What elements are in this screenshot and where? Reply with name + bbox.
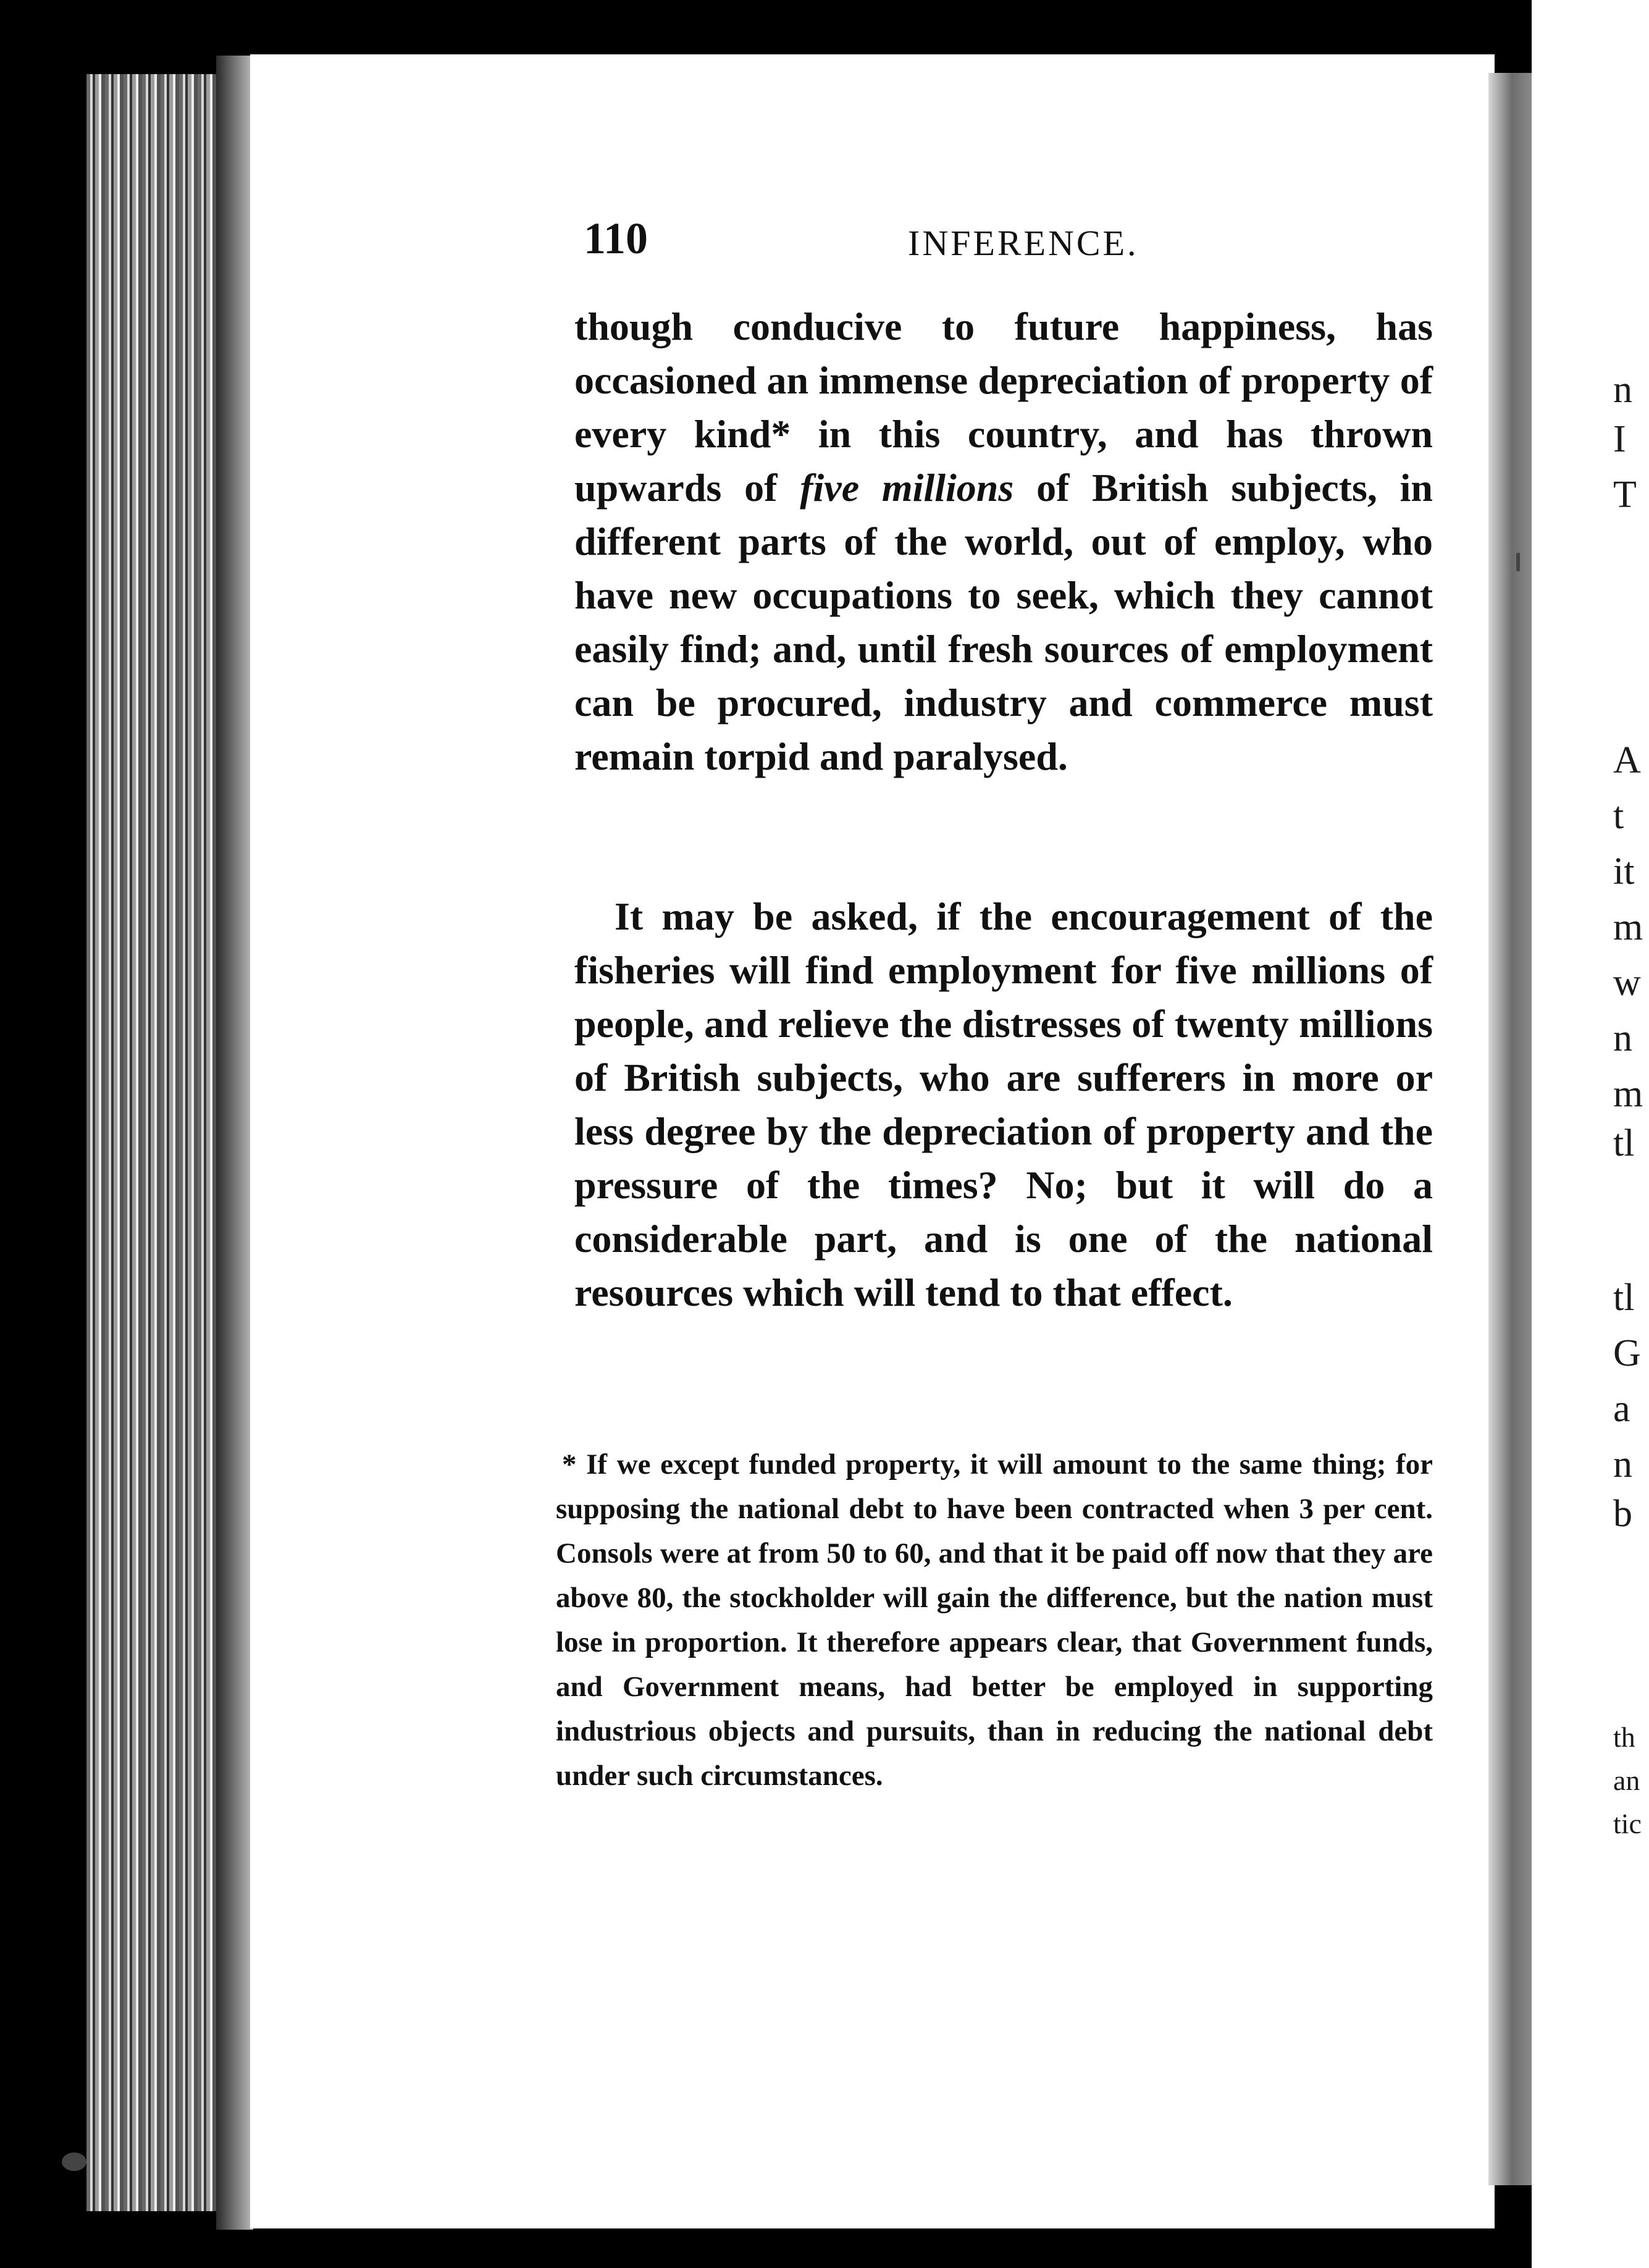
facing-fragment: t xyxy=(1613,795,1624,837)
facing-fragment: a xyxy=(1613,1388,1630,1430)
facing-fragment: b xyxy=(1613,1493,1632,1535)
facing-fragment: it xyxy=(1613,850,1635,892)
facing-fragment: tl xyxy=(1613,1277,1635,1319)
page-edge-shadow xyxy=(216,56,253,2230)
facing-fragment: m xyxy=(1613,906,1643,948)
facing-fragment: an xyxy=(1613,1765,1640,1796)
footnote-text: If we except funded property, it will amount to the same thing; for supposing the national debt to have been contracted when 3 per cent. Consols were at from 50 to 60, and that it be paid off now that they are above 80, the stockholder will gain the difference, but the nation must lose in proportion. It therefore appears clear, that Government funds, and Government means, had better be employed in supporting industrious objects and pursuits, than in reducing the national debt under such circumstances. xyxy=(556,1448,1433,1792)
paragraph-1-end: of British subjects, in different parts of the world, out of employ, who have new occupations to seek, which they cannot easily find; and, until fresh sources of employment can be procured, industry and commerce must remain torpid and paralysed. xyxy=(574,466,1433,778)
facing-fragment: G xyxy=(1613,1332,1641,1374)
italic-phrase: five millions xyxy=(800,466,1014,510)
facing-page-fragments xyxy=(1606,0,1649,2268)
paragraph-2-text: It may be asked, if the encouragement of the fisheries will find employment for five millions of people, and relieve the distresses of twenty millions of British subjects, who are sufferers in more or less degree by the depreciation of property and the pressure of the times? No; but it will do a considerable part, and is one of the national resources which will tend to that effect. xyxy=(574,894,1433,1314)
book-gutter xyxy=(1488,73,1532,2185)
facing-fragment: n xyxy=(1613,1443,1632,1485)
facing-fragment: tic xyxy=(1613,1808,1642,1839)
facing-fragment: tl xyxy=(1613,1122,1635,1164)
facing-fragment: I xyxy=(1613,418,1626,460)
paragraph-1-start: though conducive to future happiness, has occasioned an immense depreciation of property of every kind* in this country, and has thrown upwards of xyxy=(574,304,1433,510)
scan-speck xyxy=(1516,553,1520,571)
facing-fragment: T xyxy=(1613,474,1637,516)
facing-fragment: m xyxy=(1613,1073,1643,1115)
paragraph-1-text xyxy=(574,300,1433,783)
facing-fragment: A xyxy=(1613,739,1641,781)
facing-fragment: th xyxy=(1613,1721,1635,1753)
facing-fragment: n xyxy=(1613,369,1632,411)
facing-fragment: n xyxy=(1613,1017,1632,1059)
footnote-marker: * xyxy=(562,1448,577,1480)
running-head: INFERENCE. xyxy=(908,223,1139,263)
scan-speck xyxy=(62,2152,86,2171)
facing-fragment: w xyxy=(1613,962,1641,1004)
paragraph-1 xyxy=(574,300,1433,783)
page-number: 110 xyxy=(584,214,648,263)
paragraph-2 xyxy=(574,889,1433,1319)
footnote xyxy=(556,1442,1433,1798)
